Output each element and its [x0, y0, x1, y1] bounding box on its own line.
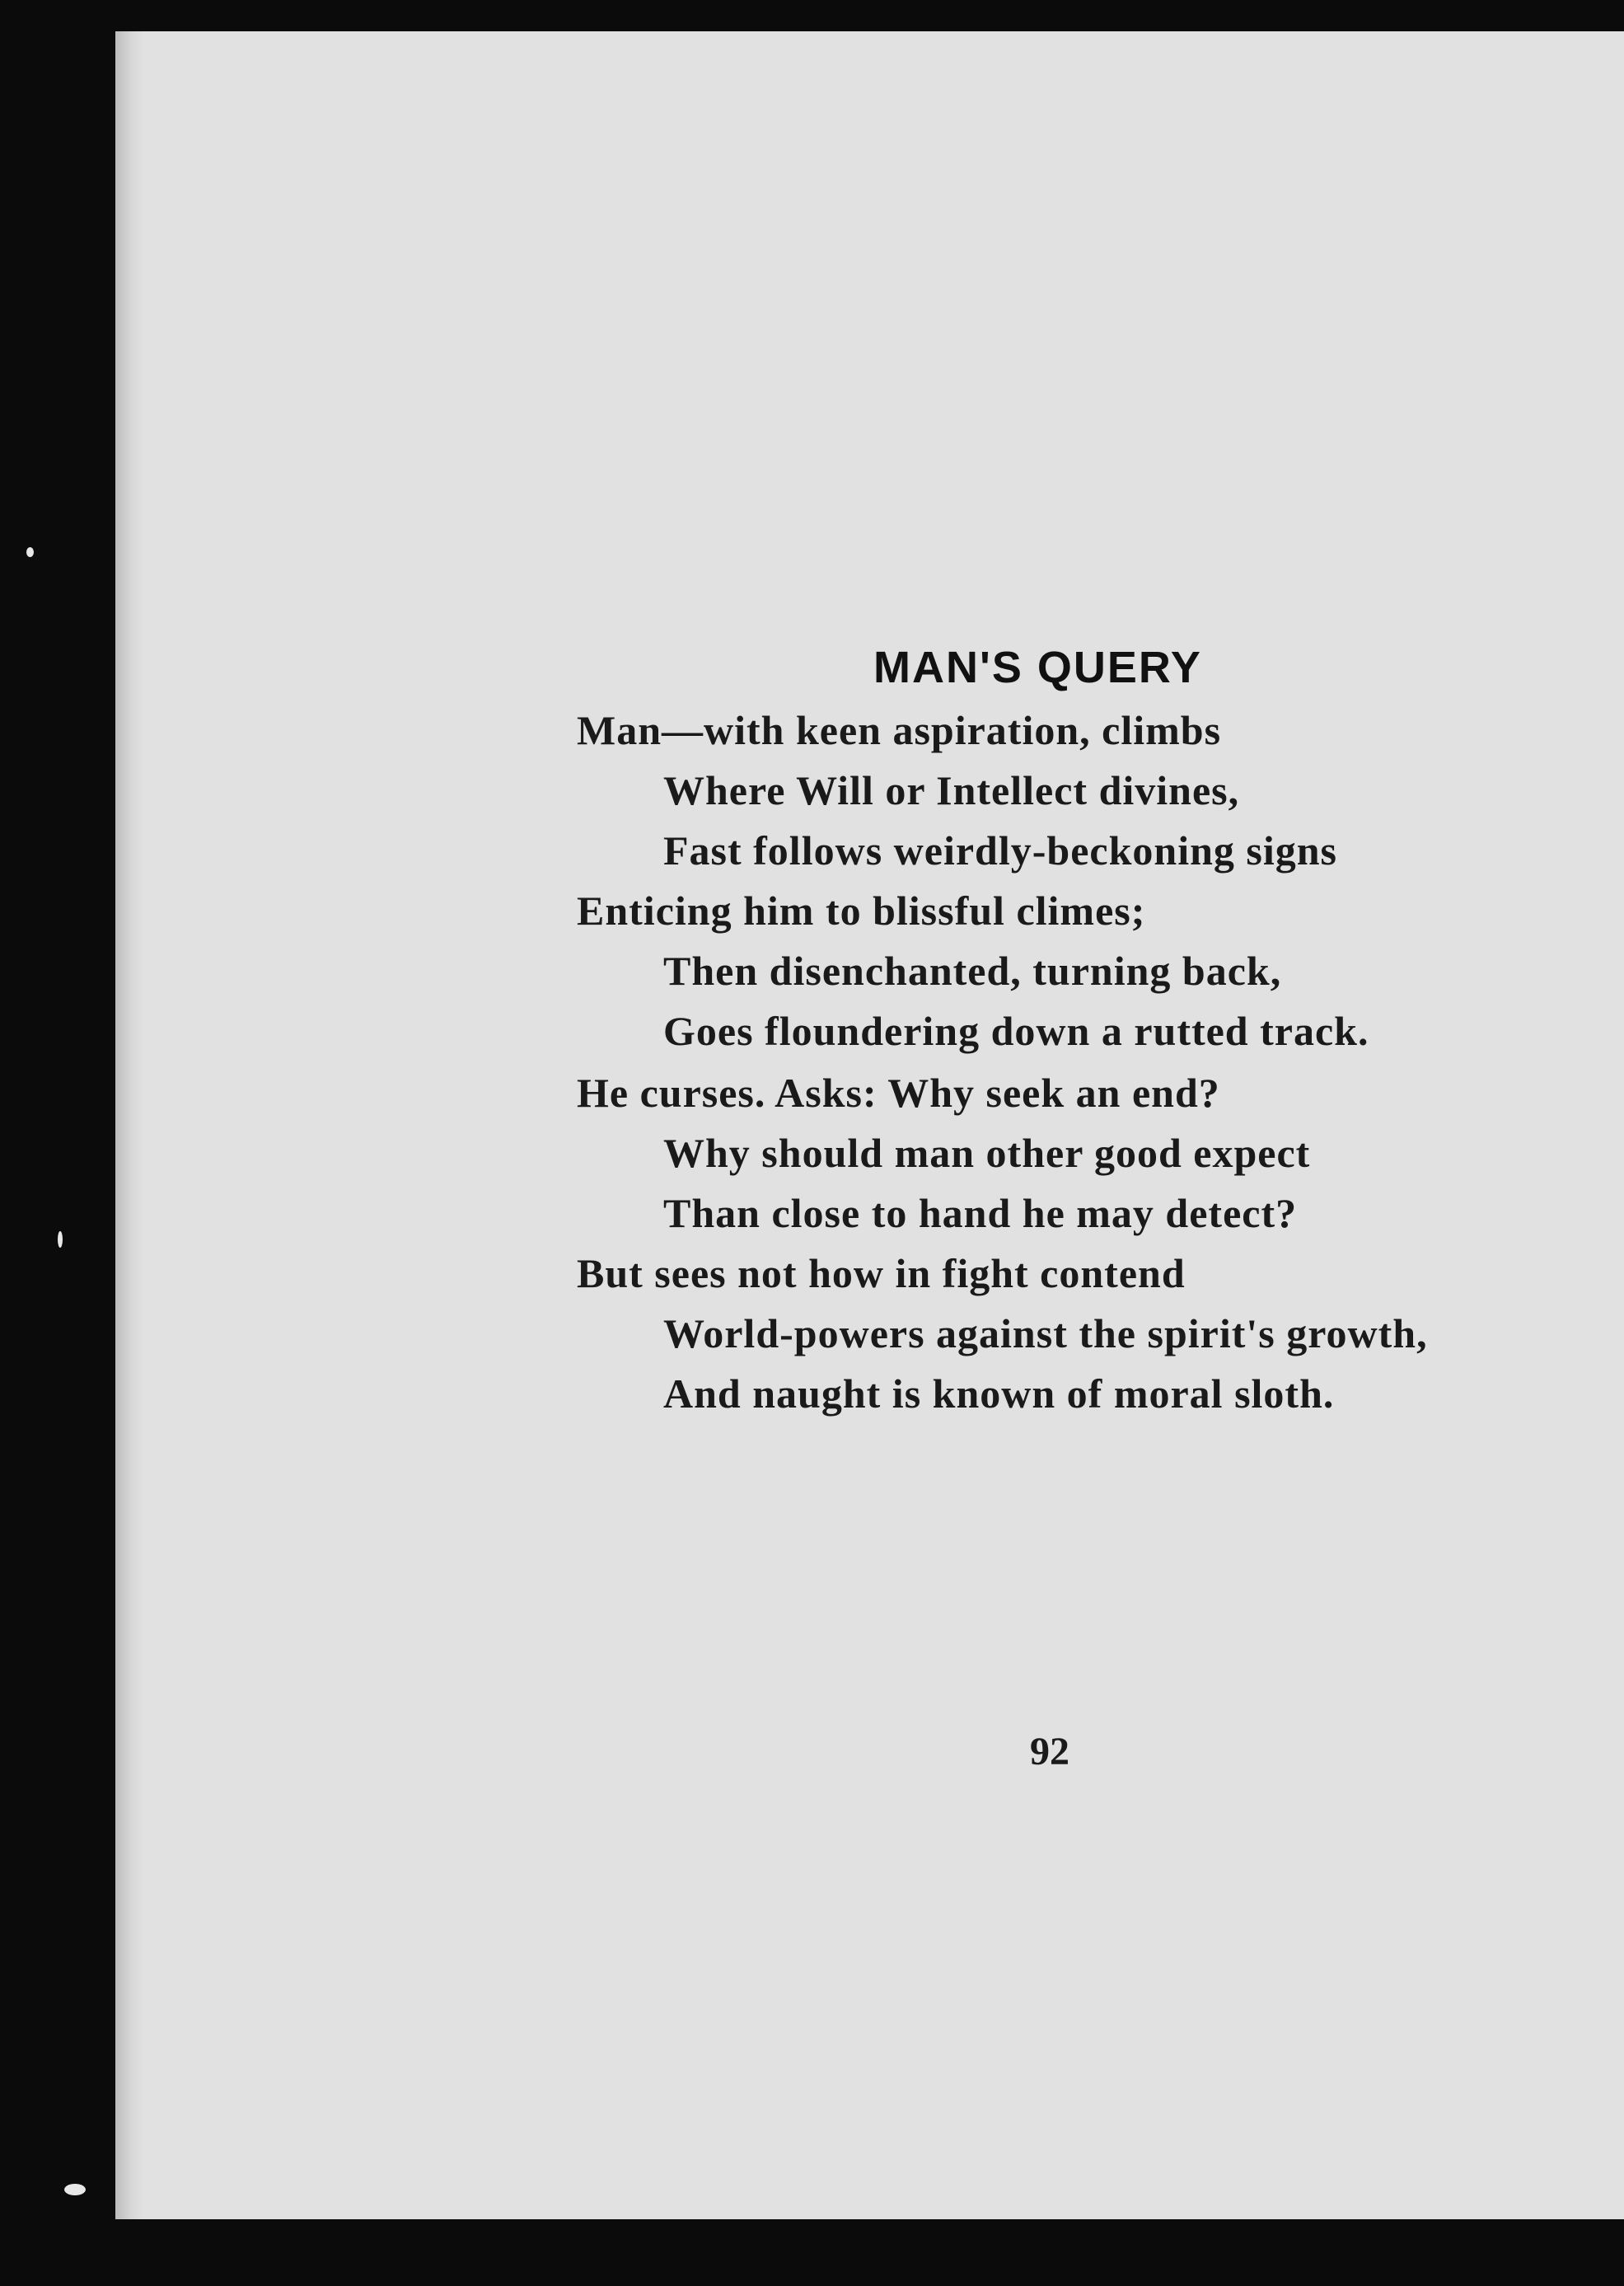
- poem-line: Where Will or Intellect divines,: [663, 767, 1240, 813]
- poem-line: Enticing him to blissful climes;: [577, 888, 1146, 934]
- scan-speck: [58, 1231, 63, 1248]
- poem-line: He curses. Asks: Why seek an end?: [577, 1070, 1220, 1116]
- poem-line: Fast follows weirdly-beckoning signs: [663, 827, 1338, 874]
- page-binding-edge: [115, 31, 143, 2219]
- scan-speck: [64, 2184, 86, 2195]
- poem-line: World-powers against the spirit's growth,: [663, 1310, 1428, 1356]
- poem-line: Why should man other good expect: [663, 1130, 1311, 1176]
- poem-line: But sees not how in fight contend: [577, 1250, 1186, 1296]
- poem-line: Than close to hand he may detect?: [663, 1190, 1298, 1236]
- poem-line: Man—with keen aspiration, climbs: [577, 707, 1222, 753]
- poem-line: Goes floundering down a rutted track.: [663, 1008, 1369, 1054]
- poem-title: MAN'S QUERY: [873, 643, 1202, 693]
- scan-speck: [26, 547, 34, 557]
- page-number: 92: [1030, 1730, 1069, 1773]
- poem-line: And naught is known of moral sloth.: [663, 1370, 1335, 1417]
- stanza-2: [577, 1063, 1428, 1424]
- poem-line: Then disenchanted, turning back,: [663, 948, 1282, 994]
- stanza-1: [577, 700, 1369, 1061]
